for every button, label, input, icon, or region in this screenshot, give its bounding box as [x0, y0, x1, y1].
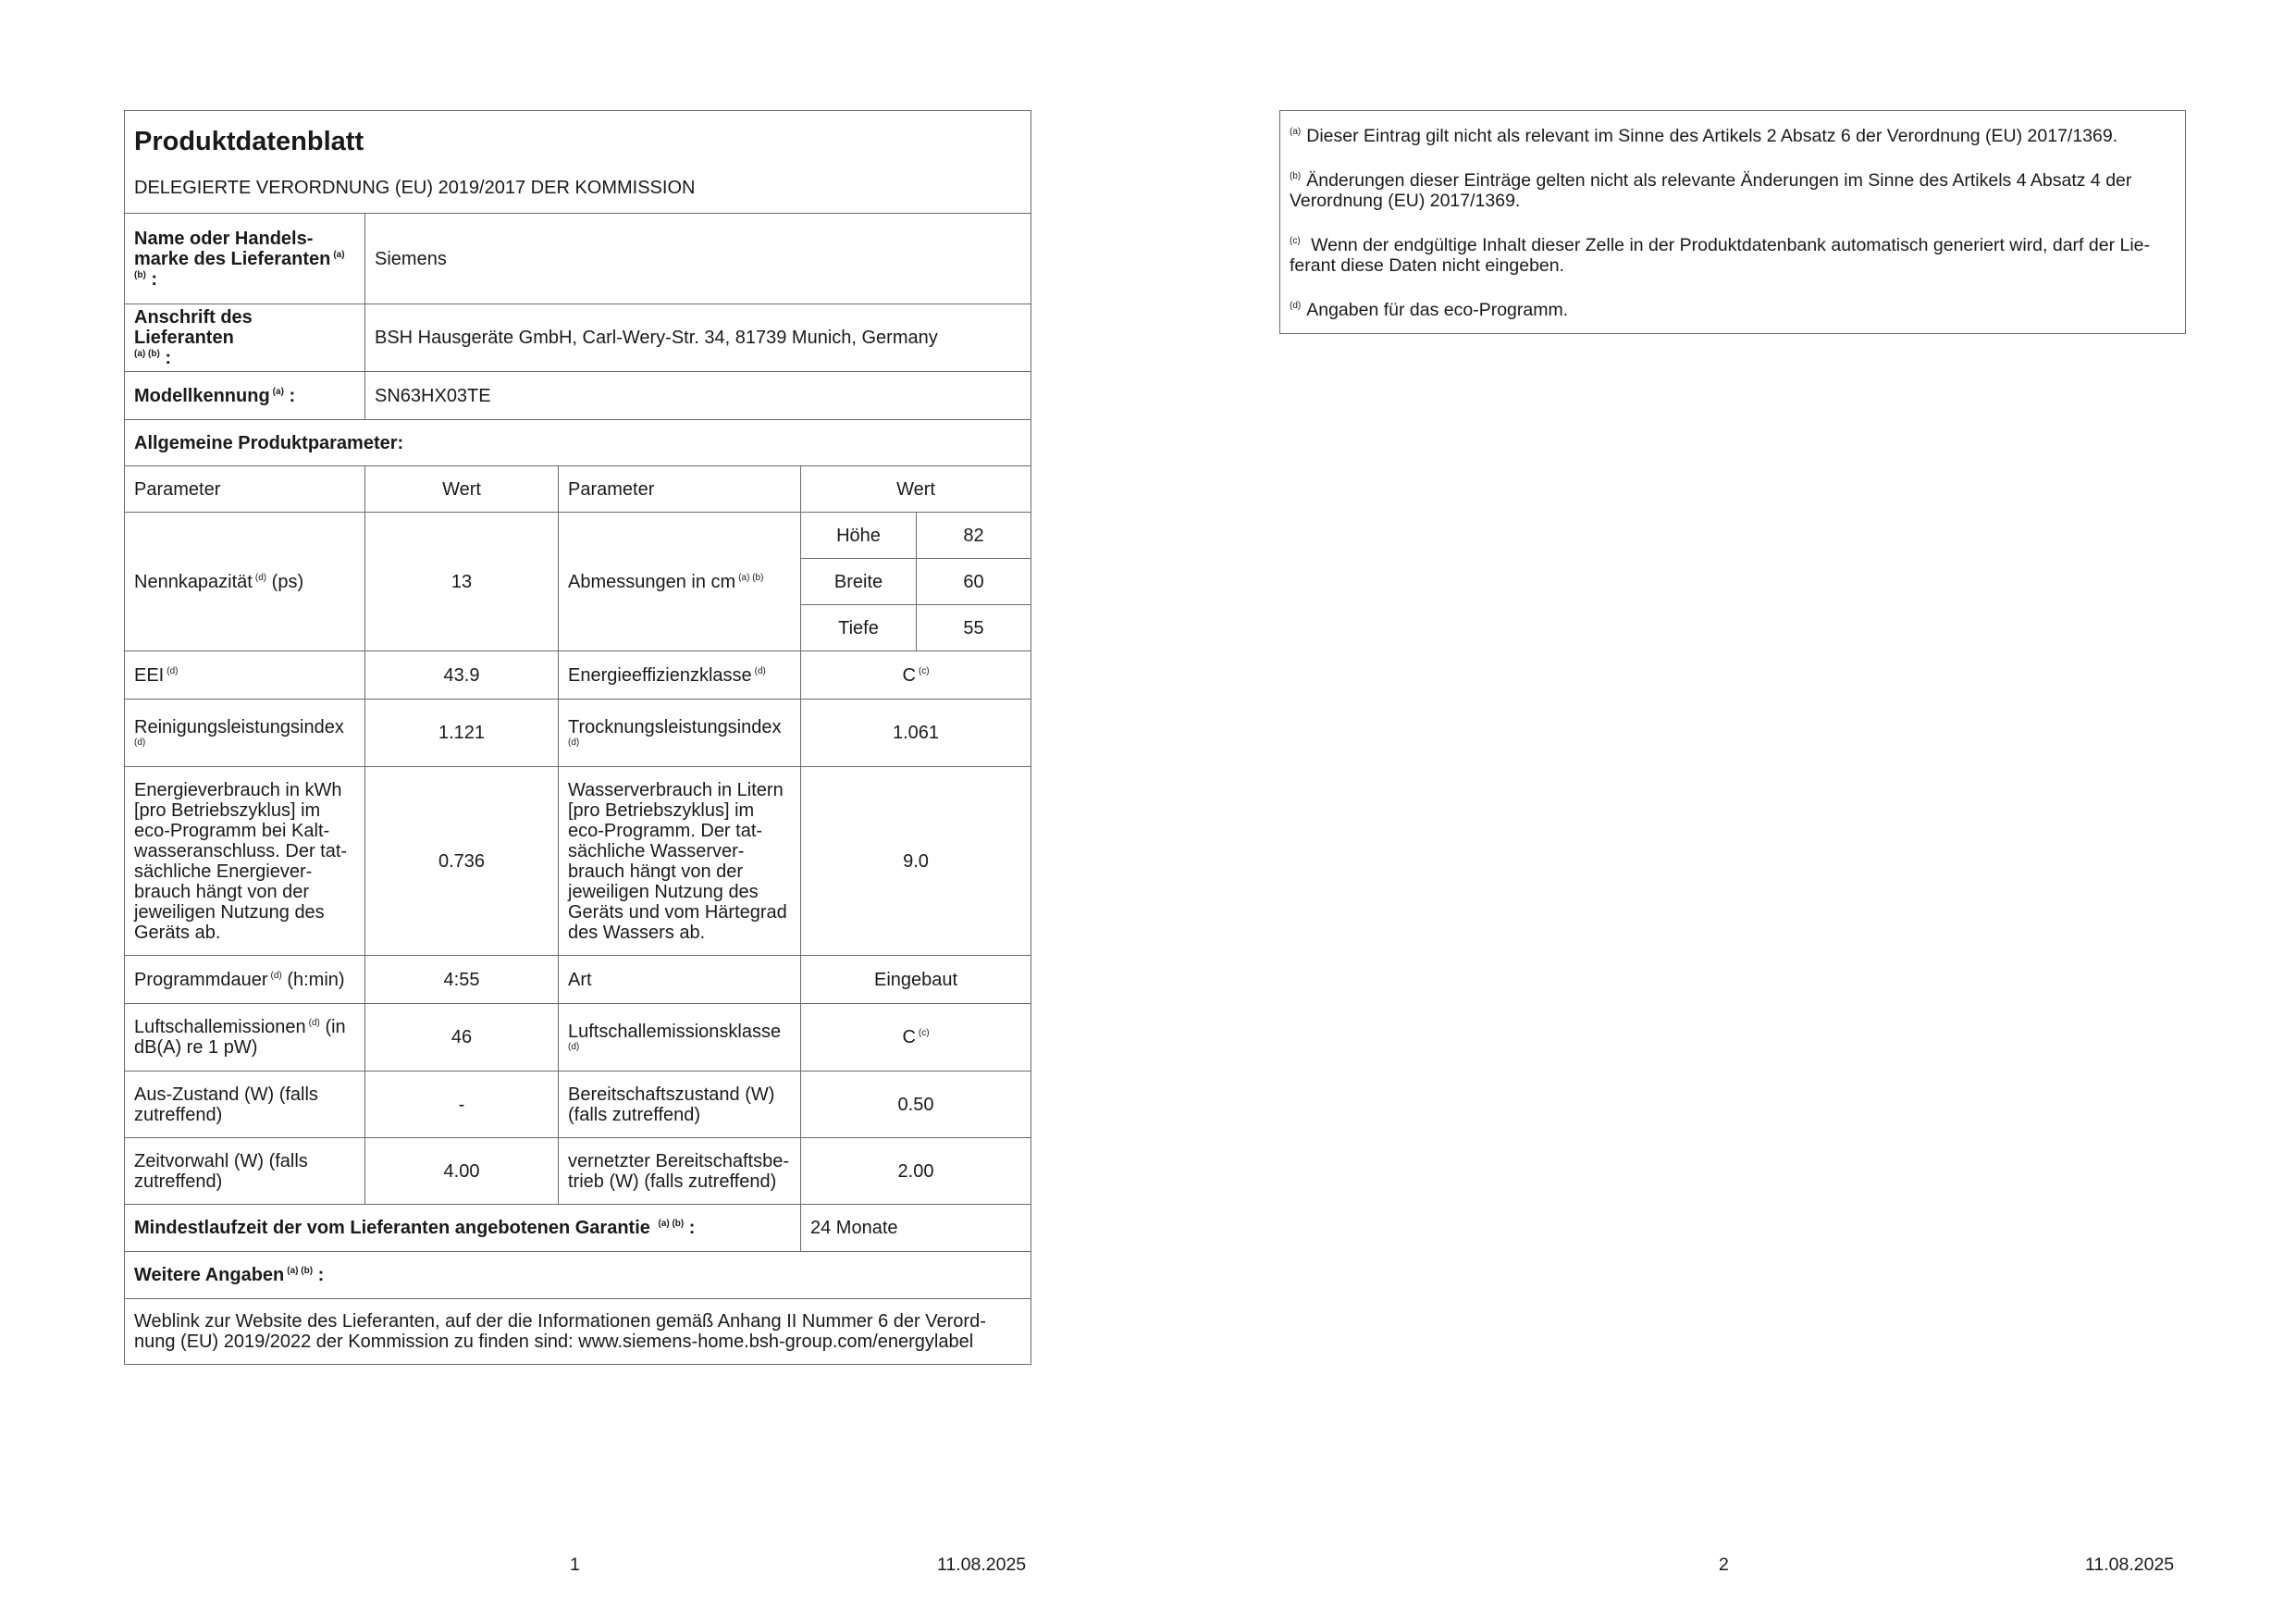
supplier-address-row	[125, 304, 1031, 372]
table-row	[125, 1072, 1031, 1138]
height-value: 82	[917, 513, 1031, 559]
eei-value: 43.9	[365, 651, 559, 700]
energy-consumption-label: Energieverbrauch in kWh [pro Betriebszyklus] im eco-Programm bei Kalt- wasseranschluss. Der tat- sächliche Energiever- brauch hängt von der jeweiligen Nutzung des Geräts ab.	[125, 767, 365, 956]
cleaning-index-label: Reinigungsleistungsindex (d)	[125, 700, 365, 767]
noise-class-label: Luftschallemissionsklasse (d)	[559, 1004, 801, 1072]
general-params-heading: Allgemeine Produktparameter:	[125, 420, 1031, 466]
page-2	[1148, 0, 2296, 1623]
noise-emission-label: Luftschallemissionen $^{(d)}$ (in dB(A) re 1 pW)	[125, 1004, 365, 1072]
networked-standby-label: vernetzter Bereitschaftsbe- trieb (W) (falls zutreffend)	[559, 1138, 801, 1205]
noise-class-value: C $^{(c)}$	[801, 1004, 1031, 1072]
dimensions-label: Abmessungen in cm $^{(a) (b)}$	[559, 513, 801, 651]
footnote-a: $^{(a)}$ Dieser Eintrag gilt nicht als relevant im Sinne des Artikels 2 Absatz 6 der Verordnung (EU) 2017/1369.	[1290, 126, 2118, 146]
table-row	[125, 767, 1031, 956]
footnote-c: $^{(c)}$ Wenn der endgültige Inhalt dieser Zelle in der Produktdatenbank automatisch generiert wird, darf der Lie- ferant diese Daten nicht eingeben.	[1290, 235, 2151, 276]
guarantee-label: Mindestlaufzeit der vom Lieferanten angebotenen Garantie $^{(a) (b)}$ :	[125, 1205, 801, 1252]
energy-class-value: C $^{(c)}$	[801, 651, 1031, 700]
model-label: Modellkennung $^{(a)}$ :	[125, 372, 365, 420]
depth-value: 55	[917, 605, 1031, 651]
table-row	[125, 513, 1031, 559]
col-header-parameter: Parameter	[125, 466, 365, 513]
guarantee-row	[125, 1205, 1031, 1252]
eei-label: EEI $^{(d)}$	[125, 651, 365, 700]
capacity-label: Nennkapazität $^{(d)}$ (ps)	[125, 513, 365, 651]
standby-value: 0.50	[801, 1072, 1031, 1138]
further-info-row	[125, 1252, 1031, 1299]
energy-class-label: Energieeffizienzklasse $^{(d)}$	[559, 651, 801, 700]
col-header-value: Wert	[801, 466, 1031, 513]
supplier-name-value: Siemens	[365, 214, 1031, 304]
page-number: 2	[1719, 1555, 1729, 1575]
footer-date: 11.08.2025	[937, 1555, 1027, 1575]
width-label: Breite	[801, 559, 917, 605]
width-value: 60	[917, 559, 1031, 605]
off-mode-value: -	[365, 1072, 559, 1138]
table-row	[125, 700, 1031, 767]
program-duration-label: Programmdauer $^{(d)}$ (h:min)	[125, 956, 365, 1004]
drying-index-value: 1.061	[801, 700, 1031, 767]
weblink-row	[125, 1299, 1031, 1365]
depth-label: Tiefe	[801, 605, 917, 651]
table-row	[125, 651, 1031, 700]
type-value: Eingebaut	[801, 956, 1031, 1004]
document-title: Produktdatenblatt	[134, 127, 364, 156]
capacity-value: 13	[365, 513, 559, 651]
weblink-text: Weblink zur Website des Lieferanten, auf der die Informationen gemäß Anhang II Nummer 6 der Verord- nung (EU) 2019/2022 der Kommission zu finden sind: www.siemens-home.bsh-group.com/energylabel	[125, 1299, 1031, 1365]
energy-consumption-value: 0.736	[365, 767, 559, 956]
footnote-d: $^{(d)}$ Angaben für das eco-Programm.	[1290, 300, 1569, 320]
delay-start-label: Zeitvorwahl (W) (falls zutreffend)	[125, 1138, 365, 1205]
col-header-value: Wert	[365, 466, 559, 513]
table-row	[125, 1004, 1031, 1072]
delay-start-value: 4.00	[365, 1138, 559, 1205]
general-params-heading-row	[125, 420, 1031, 466]
water-consumption-label: Wasserverbrauch in Litern [pro Betriebszyklus] im eco-Programm. Der tat- sächliche Wasserver- brauch hängt von der jeweiligen Nutzung des Geräts und vom Härtegrad des Wassers ab.	[559, 767, 801, 956]
drying-index-label: Trocknungsleistungsindex (d)	[559, 700, 801, 767]
footnotes-box	[1279, 110, 2186, 334]
model-row	[125, 372, 1031, 420]
page-number: 1	[570, 1555, 580, 1575]
supplier-address-label: Anschrift des Lieferanten $^{(a) (b)}$ :	[125, 304, 365, 372]
noise-emission-value: 46	[365, 1004, 559, 1072]
table-row	[125, 956, 1031, 1004]
regulation-subtitle: DELEGIERTE VERORDNUNG (EU) 2019/2017 DER KOMMISSION	[134, 178, 696, 198]
further-info-label: Weitere Angaben $^{(a) (b)}$ :	[125, 1252, 1031, 1299]
product-data-table	[124, 110, 1031, 1365]
model-value: SN63HX03TE	[365, 372, 1031, 420]
networked-standby-value: 2.00	[801, 1138, 1031, 1205]
column-header-row	[125, 466, 1031, 513]
cleaning-index-value: 1.121	[365, 700, 559, 767]
guarantee-value: 24 Monate	[801, 1205, 1031, 1252]
col-header-parameter: Parameter	[559, 466, 801, 513]
height-label: Höhe	[801, 513, 917, 559]
supplier-name-label: Name oder Handels- marke des Lieferanten $^{(a)}$ $^{(b)}$ :	[125, 214, 365, 304]
off-mode-label: Aus-Zustand (W) (falls zutreffend)	[125, 1072, 365, 1138]
supplier-name-row	[125, 214, 1031, 304]
water-consumption-value: 9.0	[801, 767, 1031, 956]
supplier-address-value: BSH Hausgeräte GmbH, Carl-Wery-Str. 34, 81739 Munich, Germany	[365, 304, 1031, 372]
footer-date: 11.08.2025	[2085, 1555, 2175, 1575]
program-duration-value: 4:55	[365, 956, 559, 1004]
title-row	[125, 111, 1031, 214]
table-row	[125, 1138, 1031, 1205]
standby-label: Bereitschaftszustand (W) (falls zutreffend)	[559, 1072, 801, 1138]
type-label: Art	[559, 956, 801, 1004]
footnote-b: $^{(b)}$ Änderungen dieser Einträge gelten nicht als relevante Änderungen im Sinne des Artikels 4 Absatz 4 der Verordnung (EU) 2017/1369.	[1290, 170, 2132, 211]
